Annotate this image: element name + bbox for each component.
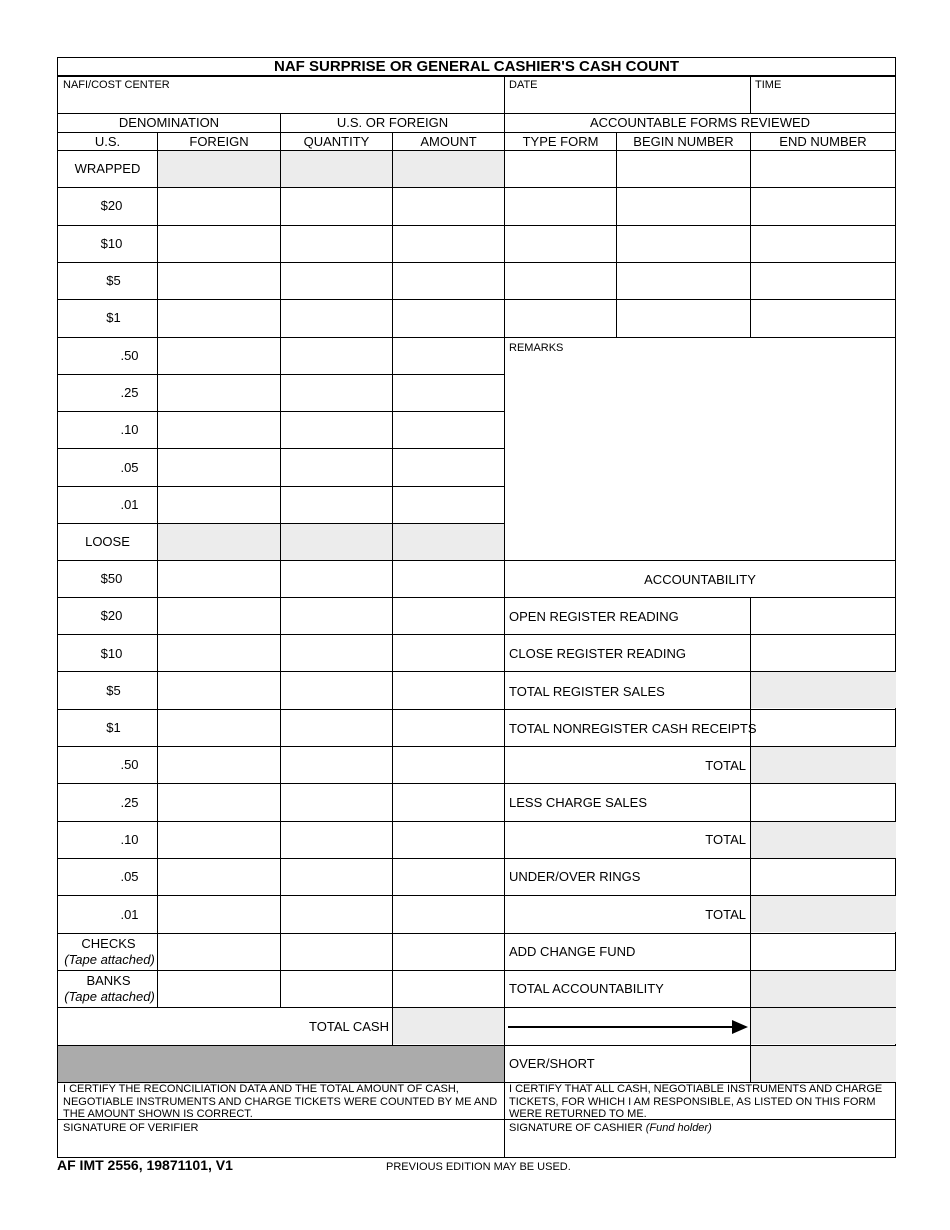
denomination-amount-input[interactable] [393, 973, 504, 1007]
denomination-foreign-input[interactable] [158, 898, 280, 932]
forms-begin-number-input[interactable] [617, 227, 750, 261]
foreign-column-header: FOREIGN [189, 134, 249, 149]
denomination-foreign-input[interactable] [158, 413, 280, 447]
denomination-foreign-input[interactable] [158, 227, 280, 261]
denomination-foreign-input[interactable] [158, 450, 280, 484]
remarks-textarea[interactable] [505, 354, 895, 559]
denomination-quantity-input[interactable] [281, 786, 392, 820]
arrow-row-value-shade [751, 1008, 896, 1044]
loose-01c-label: .01 [120, 907, 139, 922]
denomination-amount-input[interactable] [393, 749, 504, 783]
denomination-foreign-input[interactable] [158, 674, 280, 708]
verifier-signature-label: SIGNATURE OF VERIFIER [63, 1122, 199, 1134]
accountable-forms-reviewed-header: ACCOUNTABLE FORMS REVIEWED [589, 115, 811, 130]
forms-end-number-input[interactable] [751, 301, 895, 335]
denomination-amount-input[interactable] [393, 935, 504, 969]
us-column-header: U.S. [94, 134, 121, 149]
total-1-label: TOTAL [705, 758, 746, 773]
wrapped-quantity-shade [281, 151, 392, 187]
cashier-signature-text: SIGNATURE OF CASHIER [509, 1122, 643, 1134]
forms-begin-number-input[interactable] [617, 152, 750, 186]
denomination-foreign-input[interactable] [158, 786, 280, 820]
denomination-quantity-input[interactable] [281, 301, 392, 335]
checks-note: (Tape attached) [64, 952, 155, 967]
date-input[interactable] [505, 93, 749, 112]
type-form-column-header: TYPE FORM [522, 134, 599, 149]
denomination-quantity-input[interactable] [281, 339, 392, 373]
time-input[interactable] [751, 93, 894, 112]
total-3-label: TOTAL [705, 907, 746, 922]
wrapped-25c-label: .25 [120, 385, 139, 400]
verifier-signature-input[interactable] [59, 1136, 503, 1156]
denomination-amount-input[interactable] [393, 189, 504, 223]
denomination-foreign-input[interactable] [158, 562, 280, 596]
total-register-sales-label: TOTAL REGISTER SALES [509, 684, 665, 699]
loose-5-label: $5 [106, 683, 121, 698]
denomination-foreign-input[interactable] [158, 264, 280, 298]
denomination-quantity-input[interactable] [281, 712, 392, 746]
accountability-value-input[interactable] [751, 636, 895, 670]
denomination-amount-input[interactable] [393, 823, 504, 857]
cash-count-form [57, 57, 896, 1158]
cashier-certification-text: I CERTIFY THAT ALL CASH, NEGOTIABLE INSTRUMENTS AND CHARGE TICKETS, FOR WHICH I AM RESPONSIBLE, AS LISTED ON THIS FORM WERE RETURNED TO ME. [509, 1083, 883, 1120]
cashier-signature-input[interactable] [505, 1136, 894, 1156]
wrapped-50c-label: .50 [120, 348, 139, 363]
forms-end-number-input[interactable] [751, 152, 895, 186]
total-2-value-shade [751, 822, 896, 858]
wrapped-amount-shade [393, 151, 504, 187]
forms-begin-number-input[interactable] [617, 264, 750, 298]
accountability-header: ACCOUNTABILITY [644, 572, 756, 587]
banks-label: BANKS [86, 973, 131, 988]
wrapped-10c-label: .10 [120, 422, 139, 437]
loose-10c-label: .10 [120, 832, 139, 847]
denomination-quantity-input[interactable] [281, 189, 392, 223]
accountability-value-input[interactable] [751, 935, 895, 969]
loose-20-label: $20 [100, 608, 123, 623]
forms-end-number-input[interactable] [751, 227, 895, 261]
close-register-reading-label: CLOSE REGISTER READING [509, 646, 686, 661]
forms-type-form-input[interactable] [505, 301, 616, 335]
wrapped-10-label: $10 [100, 236, 123, 251]
cashier-signature-label [509, 1123, 712, 1134]
previous-edition-note: PREVIOUS EDITION MAY BE USED. [386, 1161, 571, 1173]
forms-type-form-input[interactable] [505, 264, 616, 298]
form-title: NAF SURPRISE OR GENERAL CASHIER'S CASH COUNT [274, 58, 679, 75]
denomination-quantity-input[interactable] [281, 413, 392, 447]
denomination-amount-input[interactable] [393, 450, 504, 484]
denomination-amount-input[interactable] [393, 376, 504, 410]
denomination-foreign-input[interactable] [158, 600, 280, 634]
denomination-quantity-input[interactable] [281, 861, 392, 895]
denomination-amount-input[interactable] [393, 786, 504, 820]
denomination-quantity-input[interactable] [281, 488, 392, 522]
begin-number-column-header: BEGIN NUMBER [633, 134, 734, 149]
total-2-label: TOTAL [705, 832, 746, 847]
over-short-left-dark-shade [58, 1046, 504, 1082]
denomination-quantity-input[interactable] [281, 935, 392, 969]
denomination-foreign-input[interactable] [158, 823, 280, 857]
accountability-value-input[interactable] [751, 785, 895, 819]
amount-column-header: AMOUNT [420, 134, 477, 149]
denomination-quantity-input[interactable] [281, 600, 392, 634]
less-charge-sales-label: LESS CHARGE SALES [509, 795, 647, 810]
denomination-header: DENOMINATION [118, 115, 220, 130]
denomination-amount-input[interactable] [393, 227, 504, 261]
forms-end-number-input[interactable] [751, 189, 895, 223]
checks-label: CHECKS [81, 936, 136, 951]
loose-foreign-shade [158, 524, 280, 560]
denomination-quantity-input[interactable] [281, 227, 392, 261]
quantity-column-header: QUANTITY [303, 134, 370, 149]
forms-end-number-input[interactable] [751, 264, 895, 298]
denomination-amount-input[interactable] [393, 600, 504, 634]
remarks-label: REMARKS [509, 342, 564, 354]
denomination-foreign-input[interactable] [158, 376, 280, 410]
total-1-value-shade [751, 747, 896, 783]
form-id: AF IMT 2556, 19871101, V1 [57, 1157, 233, 1173]
denomination-amount-input[interactable] [393, 301, 504, 335]
denomination-quantity-input[interactable] [281, 637, 392, 671]
forms-type-form-input[interactable] [505, 227, 616, 261]
loose-quantity-shade [281, 524, 392, 560]
denomination-amount-input[interactable] [393, 861, 504, 895]
end-number-column-header: END NUMBER [779, 134, 867, 149]
denomination-amount-input[interactable] [393, 898, 504, 932]
loose-1-label: $1 [106, 720, 121, 735]
denomination-quantity-input[interactable] [281, 823, 392, 857]
wrapped-1-label: $1 [106, 310, 121, 325]
add-change-fund-label: ADD CHANGE FUND [509, 944, 636, 959]
us-or-foreign-header: U.S. OR FOREIGN [336, 115, 449, 130]
wrapped-20-label: $20 [100, 198, 123, 213]
date-label: DATE [509, 79, 538, 91]
over-short-value-shade [751, 1046, 896, 1082]
denomination-foreign-input[interactable] [158, 189, 280, 223]
arrow-right-icon [508, 1018, 750, 1036]
denomination-amount-input[interactable] [393, 413, 504, 447]
wrapped-label: WRAPPED [74, 161, 141, 176]
forms-begin-number-input[interactable] [617, 301, 750, 335]
denomination-foreign-input[interactable] [158, 861, 280, 895]
wrapped-05c-label: .05 [120, 460, 139, 475]
total-cash-label: TOTAL CASH [309, 1019, 389, 1034]
denomination-amount-input[interactable] [393, 712, 504, 746]
denomination-amount-input[interactable] [393, 264, 504, 298]
total-cash-amount-shade [393, 1008, 504, 1044]
denomination-foreign-input[interactable] [158, 488, 280, 522]
denomination-amount-input[interactable] [393, 637, 504, 671]
denomination-foreign-input[interactable] [158, 973, 280, 1007]
denomination-quantity-input[interactable] [281, 376, 392, 410]
verifier-certification-text: I CERTIFY THE RECONCILIATION DATA AND THE TOTAL AMOUNT OF CASH, NEGOTIABLE INSTRUMENTS AND CHARGE TICKETS WERE COUNTED BY ME AND THE AMOUNT SHOWN IS CORRECT. [63, 1083, 498, 1120]
denomination-quantity-input[interactable] [281, 973, 392, 1007]
forms-type-form-input[interactable] [505, 152, 616, 186]
denomination-quantity-input[interactable] [281, 450, 392, 484]
total-nonregister-cash-receipts-label: TOTAL NONREGISTER CASH RECEIPTS [509, 721, 757, 736]
denomination-amount-input[interactable] [393, 562, 504, 596]
loose-10-label: $10 [100, 646, 123, 661]
open-register-reading-label: OPEN REGISTER READING [509, 609, 679, 624]
forms-begin-number-input[interactable] [617, 189, 750, 223]
denomination-quantity-input[interactable] [281, 898, 392, 932]
denomination-foreign-input[interactable] [158, 339, 280, 373]
forms-type-form-input[interactable] [505, 189, 616, 223]
denomination-foreign-input[interactable] [158, 637, 280, 671]
denomination-foreign-input[interactable] [158, 301, 280, 335]
total-3-value-shade [751, 896, 896, 932]
under-over-rings-label: UNDER/OVER RINGS [509, 869, 641, 884]
total-accountability-value-shade [751, 971, 896, 1007]
over-short-label: OVER/SHORT [509, 1056, 595, 1071]
total-register-sales-value-shade [751, 672, 896, 708]
time-label: TIME [755, 79, 782, 91]
loose-50c-label: .50 [120, 757, 139, 772]
banks-note: (Tape attached) [64, 989, 155, 1004]
cashier-signature-note: (Fund holder) [645, 1122, 712, 1134]
accountability-value-input[interactable] [751, 599, 895, 633]
total-accountability-label: TOTAL ACCOUNTABILITY [509, 981, 664, 996]
loose-label: LOOSE [85, 534, 130, 549]
denomination-quantity-input[interactable] [281, 562, 392, 596]
denomination-quantity-input[interactable] [281, 674, 392, 708]
denomination-amount-input[interactable] [393, 339, 504, 373]
accountability-value-input[interactable] [751, 860, 895, 894]
denomination-amount-input[interactable] [393, 488, 504, 522]
nafi-cost-center-label: NAFI/COST CENTER [63, 79, 170, 91]
denomination-quantity-input[interactable] [281, 749, 392, 783]
wrapped-5-label: $5 [106, 273, 121, 288]
denomination-foreign-input[interactable] [158, 935, 280, 969]
denomination-foreign-input[interactable] [158, 712, 280, 746]
loose-50-label: $50 [100, 571, 123, 586]
wrapped-01c-label: .01 [120, 497, 139, 512]
nafi-cost-center-input[interactable] [59, 93, 503, 112]
denomination-foreign-input[interactable] [158, 749, 280, 783]
denomination-quantity-input[interactable] [281, 264, 392, 298]
loose-amount-shade [393, 524, 504, 560]
wrapped-foreign-shade [158, 151, 280, 187]
denomination-amount-input[interactable] [393, 674, 504, 708]
loose-05c-label: .05 [120, 869, 139, 884]
loose-25c-label: .25 [120, 795, 139, 810]
